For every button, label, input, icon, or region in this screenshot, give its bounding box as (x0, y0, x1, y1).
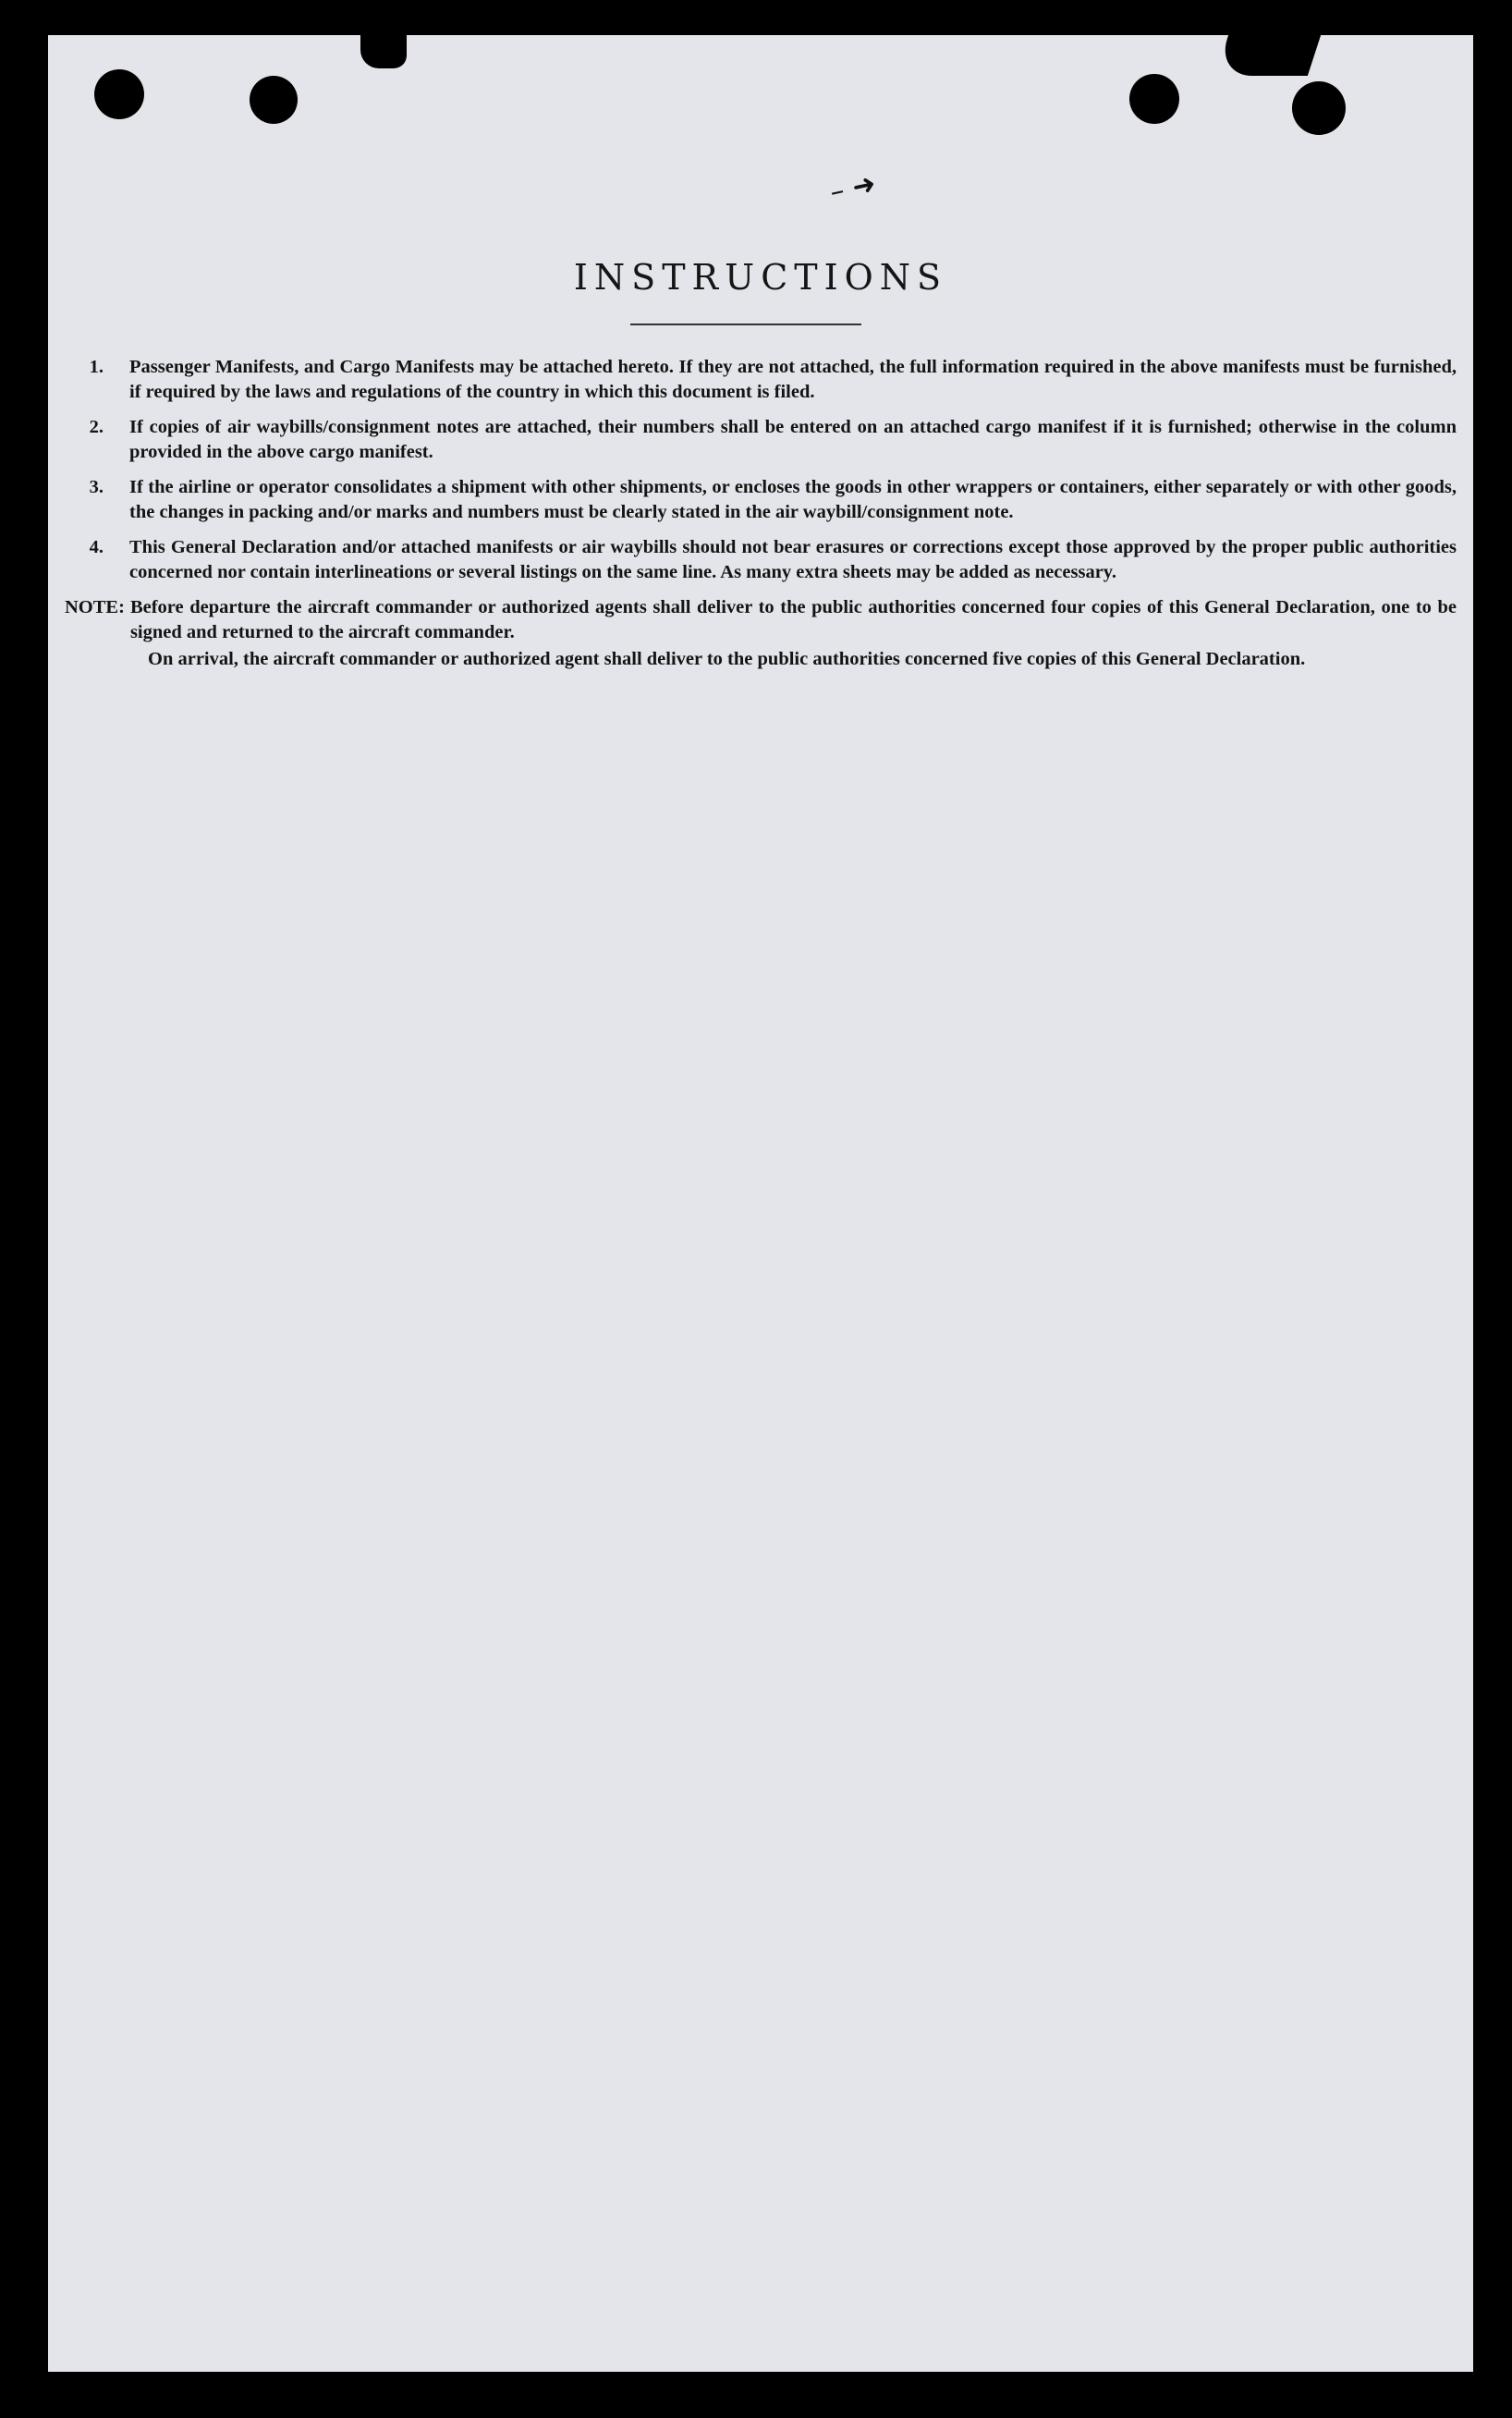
punch-hole (1292, 81, 1346, 135)
item-text: This General Declaration and/or attached manifests or air waybills should not bear erasures or corrections except those approved by the proper public authorities concerned nor contain interlineations or several listings on the same line. As many extra sheets may be added as necessary. (129, 537, 1457, 582)
document-page (48, 35, 1473, 2372)
punch-hole (250, 76, 298, 124)
note-departure (65, 595, 1457, 645)
page-title: INSTRUCTIONS (573, 257, 948, 298)
item-number: 3. (89, 477, 104, 497)
punch-hole (94, 69, 144, 119)
ink-mark: – ➜ (826, 167, 879, 209)
note-departure-text: Before departure the aircraft commander or authorized agents shall deliver to the public authorities concerned four copies of this General Declaration, one to be signed and returned to the aircraft commander. (129, 597, 1457, 642)
item-text: If copies of air waybills/consignment notes are attached, their numbers shall be entered on an attached cargo manifest if it is furnished; otherwise in the column provided in the above cargo manifest. (129, 417, 1457, 462)
instruction-item (65, 535, 1457, 585)
note-arrival-text: On arrival, the aircraft commander or authorized agent shall deliver to the public authorities concerned five copies of this General Declaration. (148, 649, 1306, 669)
instructions-body (65, 355, 1457, 672)
paper-tear (360, 35, 407, 68)
item-number: 2. (89, 417, 104, 437)
punch-hole (1129, 74, 1179, 124)
instruction-item (65, 475, 1457, 525)
title-underline (630, 324, 861, 325)
item-number: 4. (89, 537, 104, 557)
item-number: 1. (89, 357, 104, 377)
instruction-item (65, 355, 1457, 405)
note-label: NOTE: (65, 597, 125, 617)
item-text: If the airline or operator consolidates a shipment with other shipments, or encloses the goods in other wrappers or containers, either separately or with other goods, the changes in packing and/or marks and numbers must be clearly stated in the air waybill/consignment note. (129, 477, 1457, 522)
instruction-item (65, 415, 1457, 465)
item-text: Passenger Manifests, and Cargo Manifests may be attached hereto. If they are not attached, the full information required in the above manifests must be furnished, if required by the laws and regulations of the country in which this document is filed. (129, 357, 1457, 402)
paper-tear (1215, 35, 1321, 76)
